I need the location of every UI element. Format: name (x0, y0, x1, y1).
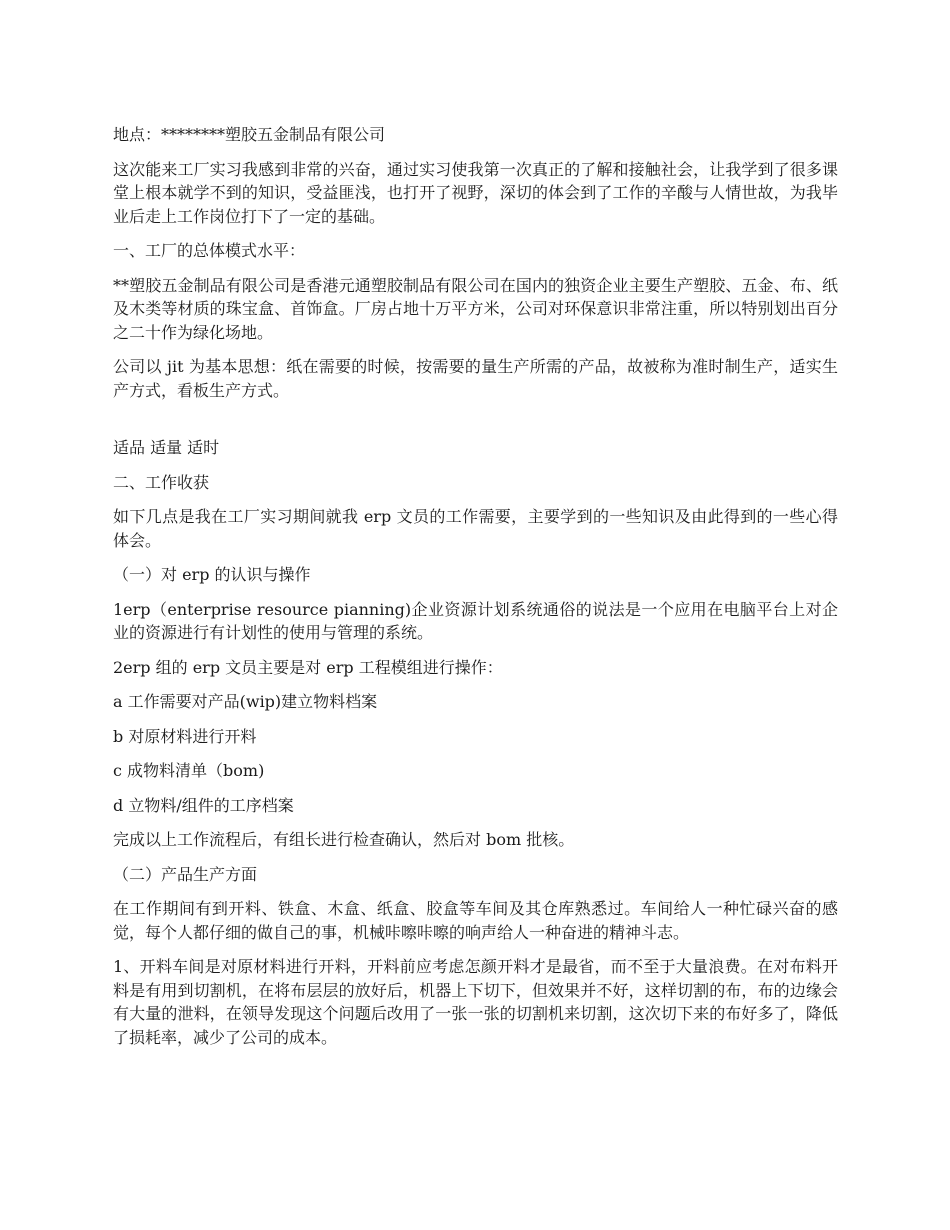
intro-paragraph: 这次能来工厂实习我感到非常的兴奋，通过实习使我第一次真正的了解和接触社会，让我学到了很多课堂上根本就学不到的知识，受益匪浅，也打开了视野，深切的体会到了工作的辛酸与人情世故，为我毕业后走上工作岗位打下了一定的基础。 (113, 159, 838, 226)
work-gains-intro-paragraph: 如下几点是我在工厂实习期间就我 erp 文员的工作需要，主要学到的一些知识及由此得到的一些心得体会。 (113, 507, 838, 550)
workshop-paragraph: 在工作期间有到开料、铁盒、木盒、纸盒、胶盒等车间及其仓库熟悉过。车间给人一种忙碌兴奋的感觉，每个人都仔细的做自己的事，机械咔嚓咔嚓的响声给人一种奋进的精神斗志。 (113, 899, 838, 942)
jit-principles-line: 适品 适量 适时 (113, 438, 220, 457)
erp-definition-paragraph: 1erp（enterprise resource pianning)企业资源计划系统通俗的说法是一个应用在电脑平台上对企业的资源进行有计划性的使用与管理的系统。 (113, 599, 838, 642)
list-item-a: a 工作需要对产品(wip)建立物料档案 (113, 692, 378, 711)
list-item-b: b 对原材料进行开料 (113, 726, 257, 746)
subsection-heading-production: （二）产品生产方面 (113, 864, 258, 884)
company-paragraph: **塑胶五金制品有限公司是香港元通塑胶制品有限公司在国内的独资企业主要生产塑胶、五金、布、纸及木类等材质的珠宝盒、首饰盒。厂房占地十万平方米，公司对环保意识非常注重，所以特别划出百分之二十作为绿化场地。 (113, 275, 838, 342)
section-heading-factory-model: 一、工厂的总体模式水平： (113, 241, 306, 260)
list-item-d: d 立物料/组件的工序档案 (113, 795, 294, 815)
jit-paragraph: 公司以 jit 为基本思想：纸在需要的时候，按需要的量生产所需的产品，故被称为准时制生产，适实生产方式，看板生产方式。 (113, 357, 838, 400)
document-page (113, 123, 838, 1060)
bom-approval-paragraph: 完成以上工作流程后，有组长进行检查确认，然后对 bom 批核。 (113, 830, 575, 849)
subsection-heading-erp: （一）对 erp 的认识与操作 (113, 565, 311, 584)
list-item-c: c 成物料清单（bom) (113, 761, 265, 780)
cutting-workshop-paragraph: 1、开料车间是对原材料进行开料，开料前应考虑怎颜开料才是最省，而不至于大量浪费。在对布料开料是有用到切割机，在将布层层的放好后，机器上下切下，但效果并不好，这样切割的布，布的边缘会有大量的泄料，在领导发现这个问题后改用了一张一张的切割机来切割，这次切下来的布好多了，降低了损耗率，减少了公司的成本。 (113, 957, 838, 1047)
location-line: 地点：********塑胶五金制品有限公司 (113, 125, 386, 144)
section-heading-work-gains: 二、工作收获 (113, 472, 210, 492)
erp-clerk-paragraph: 2erp 组的 erp 文员主要是对 erp 工程模组进行操作： (113, 657, 503, 677)
